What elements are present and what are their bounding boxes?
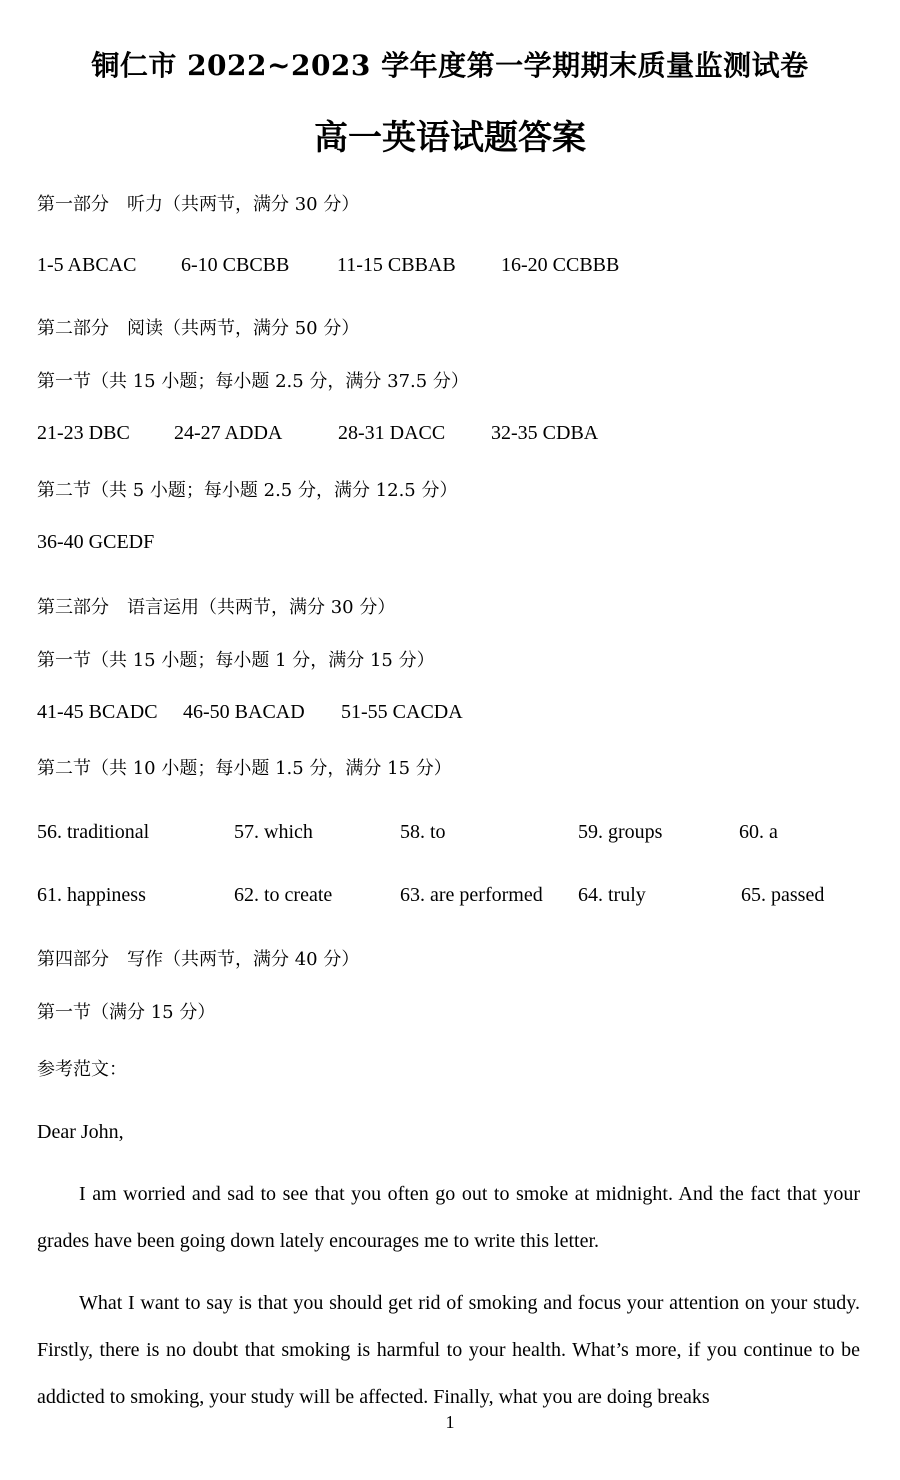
- part2-heading: 第二部分 阅读（共两节，满分 50 分）: [37, 318, 360, 339]
- answer-group: 21-23 DBC: [37, 422, 130, 444]
- fill-answer: 57. which: [234, 821, 313, 843]
- answer-group: 32-35 CDBA: [491, 422, 599, 444]
- answer-group: 36-40 GCEDF: [37, 531, 155, 553]
- fill-answer: 58. to: [400, 821, 446, 843]
- fill-answer: 63. are performed: [400, 884, 543, 906]
- answer-group: 1-5 ABCAC: [37, 254, 137, 276]
- fill-answer: 60. a: [739, 821, 778, 843]
- fill-answer: 62. to create: [234, 884, 333, 906]
- fill-answer: 56. traditional: [37, 821, 150, 843]
- letter-paragraph-2: What I want to say is that you should get rid of smoking and focus your attention on your study. Firstly, there is no doubt that smoking is harmful to your health. What’s more, if you continue to be addicted to smoking, your study will be affected. Finally, what you are doing breaks: [37, 1292, 860, 1408]
- part2-section2-heading: 第二节（共 5 小题；每小题 2.5 分，满分 12.5 分）: [37, 480, 458, 501]
- part2-section1-heading: 第一节（共 15 小题；每小题 2.5 分，满分 37.5 分）: [37, 371, 469, 392]
- answer-group: 24-27 ADDA: [174, 422, 283, 444]
- answer-key-title: 高一英语试题答案: [314, 118, 586, 158]
- page-number: 1: [445, 1412, 455, 1432]
- part4-section1-heading: 第一节（满分 15 分）: [37, 1002, 216, 1023]
- part3-section1-heading: 第一节（共 15 小题；每小题 1 分，满分 15 分）: [37, 650, 435, 671]
- exam-title: 铜仁市 2022~2023 学年度第一学期期末质量监测试卷: [91, 49, 809, 82]
- answer-group: 28-31 DACC: [338, 422, 446, 444]
- letter-greeting: Dear John,: [37, 1121, 124, 1143]
- part3-section2-heading: 第二节（共 10 小题；每小题 1.5 分，满分 15 分）: [37, 758, 452, 779]
- fill-answer: 61. happiness: [37, 884, 146, 906]
- answer-group: 46-50 BACAD: [183, 701, 305, 723]
- letter-paragraph-1: I am worried and sad to see that you often go out to smoke at midnight. And the fact that your grades have been going down lately encourages me to write this letter.: [37, 1183, 860, 1252]
- answer-group: 6-10 CBCBB: [181, 254, 290, 276]
- sample-essay-label: 参考范文：: [37, 1059, 127, 1080]
- fill-answer: 64. truly: [578, 884, 646, 906]
- part3-heading: 第三部分 语言运用（共两节，满分 30 分）: [37, 597, 396, 618]
- part1-heading: 第一部分 听力（共两节，满分 30 分）: [37, 194, 360, 215]
- answer-group: 41-45 BCADC: [37, 701, 158, 723]
- part4-heading: 第四部分 写作（共两节，满分 40 分）: [37, 949, 360, 970]
- fill-answer: 65. passed: [741, 884, 825, 906]
- answer-group: 16-20 CCBBB: [501, 254, 620, 276]
- answer-group: 11-15 CBBAB: [337, 254, 456, 276]
- fill-answer: 59. groups: [578, 821, 663, 843]
- answer-group: 51-55 CACDA: [341, 701, 463, 723]
